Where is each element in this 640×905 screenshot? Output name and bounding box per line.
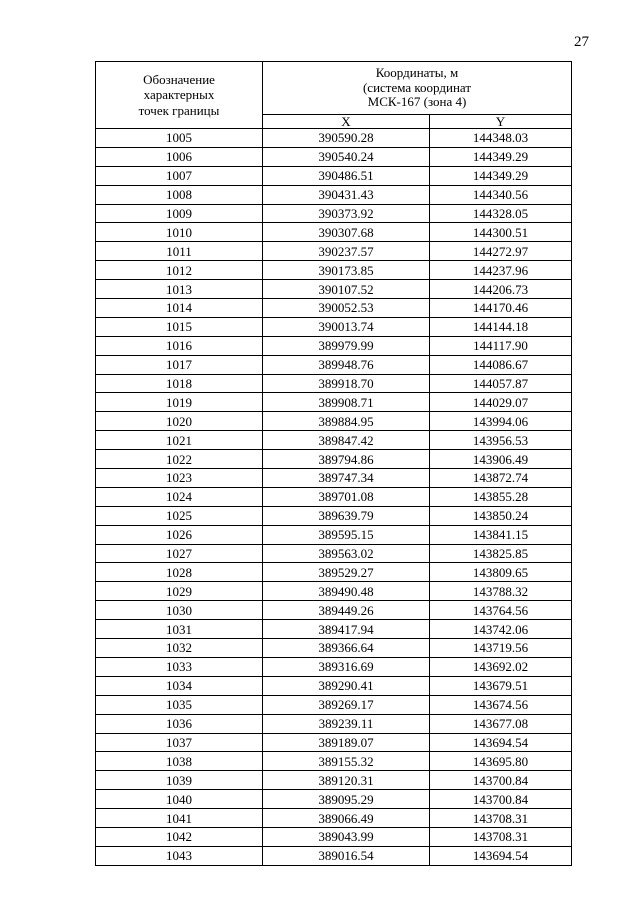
table-row [96, 563, 572, 582]
point-id-cell: 1034 [96, 676, 263, 695]
y-coordinate-cell: 143694.54 [430, 733, 572, 752]
point-id-cell: 1039 [96, 771, 263, 790]
point-id-cell: 1035 [96, 695, 263, 714]
x-coordinate-cell: 389918.70 [263, 374, 430, 393]
x-coordinate-cell: 390590.28 [263, 129, 430, 148]
table-row [96, 450, 572, 469]
x-coordinate-cell: 389043.99 [263, 827, 430, 846]
point-id-cell: 1037 [96, 733, 263, 752]
y-coordinate-cell: 143700.84 [430, 790, 572, 809]
table-row [96, 336, 572, 355]
point-id-cell: 1012 [96, 261, 263, 280]
y-coordinate-cell: 144057.87 [430, 374, 572, 393]
point-id-cell: 1014 [96, 299, 263, 318]
table-row [96, 790, 572, 809]
table-row [96, 582, 572, 601]
table-row [96, 223, 572, 242]
table-row [96, 752, 572, 771]
table-row [96, 412, 572, 431]
point-id-cell: 1011 [96, 242, 263, 261]
point-id-cell: 1031 [96, 620, 263, 639]
y-coordinate-cell: 143855.28 [430, 487, 572, 506]
y-coordinate-cell: 144237.96 [430, 261, 572, 280]
x-coordinate-cell: 389016.54 [263, 846, 430, 865]
point-id-cell: 1024 [96, 487, 263, 506]
y-coordinate-cell: 144029.07 [430, 393, 572, 412]
table-row [96, 166, 572, 185]
table-row [96, 431, 572, 450]
y-coordinate-cell: 144272.97 [430, 242, 572, 261]
table-row [96, 695, 572, 714]
point-id-cell: 1018 [96, 374, 263, 393]
point-id-cell: 1010 [96, 223, 263, 242]
table-row [96, 846, 572, 865]
table-row [96, 544, 572, 563]
header-line: Обозначение [143, 71, 215, 87]
table-row [96, 393, 572, 412]
y-coordinate-cell: 143674.56 [430, 695, 572, 714]
y-coordinate-cell: 143906.49 [430, 450, 572, 469]
y-coordinate-cell: 144328.05 [430, 204, 572, 223]
y-coordinate-cell: 144206.73 [430, 280, 572, 299]
x-coordinate-cell: 390540.24 [263, 147, 430, 166]
point-id-cell: 1033 [96, 657, 263, 676]
table-row [96, 620, 572, 639]
y-coordinate-cell: 143850.24 [430, 506, 572, 525]
point-id-cell: 1009 [96, 204, 263, 223]
x-coordinate-cell: 389417.94 [263, 620, 430, 639]
point-id-cell: 1026 [96, 525, 263, 544]
point-id-cell: 1029 [96, 582, 263, 601]
table-row [96, 827, 572, 846]
x-coordinate-cell: 390486.51 [263, 166, 430, 185]
table-row [96, 147, 572, 166]
table-row [96, 469, 572, 488]
x-coordinate-cell: 390107.52 [263, 280, 430, 299]
x-coordinate-cell: 389155.32 [263, 752, 430, 771]
x-coordinate-cell: 390052.53 [263, 299, 430, 318]
y-coordinate-cell: 143708.31 [430, 809, 572, 828]
header-line: точек границы [138, 102, 220, 118]
point-id-cell: 1042 [96, 827, 263, 846]
x-coordinate-cell: 389316.69 [263, 657, 430, 676]
point-id-cell: 1015 [96, 317, 263, 336]
y-coordinate-cell: 144340.56 [430, 185, 572, 204]
y-coordinate-cell: 143994.06 [430, 412, 572, 431]
table-row [96, 639, 572, 658]
x-coordinate-cell: 390237.57 [263, 242, 430, 261]
y-coordinate-cell: 143872.74 [430, 469, 572, 488]
y-coordinate-cell: 143677.08 [430, 714, 572, 733]
point-id-cell: 1017 [96, 355, 263, 374]
point-id-cell: 1036 [96, 714, 263, 733]
y-coordinate-cell: 143788.32 [430, 582, 572, 601]
x-coordinate-cell: 389490.48 [263, 582, 430, 601]
x-coordinate-cell: 389120.31 [263, 771, 430, 790]
point-id-cell: 1030 [96, 601, 263, 620]
y-coordinate-cell: 144300.51 [430, 223, 572, 242]
header-line: (система координат [362, 79, 472, 95]
y-coordinate-cell: 143708.31 [430, 827, 572, 846]
point-id-cell: 1022 [96, 450, 263, 469]
x-coordinate-cell: 389563.02 [263, 544, 430, 563]
coordinates-table [95, 61, 572, 866]
header-line: МСК-167 (зона 4) [367, 94, 467, 110]
x-coordinate-cell: 390013.74 [263, 317, 430, 336]
point-id-cell: 1040 [96, 790, 263, 809]
x-coordinate-cell: 389639.79 [263, 506, 430, 525]
point-id-cell: 1041 [96, 809, 263, 828]
x-coordinate-cell: 389066.49 [263, 809, 430, 828]
y-coordinate-cell: 143809.65 [430, 563, 572, 582]
x-coordinate-cell: 389884.95 [263, 412, 430, 431]
y-coordinate-cell: 144349.29 [430, 166, 572, 185]
point-id-cell: 1006 [96, 147, 263, 166]
y-coordinate-cell: 143956.53 [430, 431, 572, 450]
table-row [96, 129, 572, 148]
table-row [96, 185, 572, 204]
coordinates-header [263, 62, 572, 115]
x-coordinate-cell: 389269.17 [263, 695, 430, 714]
y-coordinate-cell: 143692.02 [430, 657, 572, 676]
table-row [96, 204, 572, 223]
table-row [96, 242, 572, 261]
x-coordinate-cell: 390431.43 [263, 185, 430, 204]
x-coordinate-cell: 389747.34 [263, 469, 430, 488]
point-id-cell: 1023 [96, 469, 263, 488]
x-coordinate-cell: 389595.15 [263, 525, 430, 544]
table-row [96, 676, 572, 695]
x-coordinate-cell: 389794.86 [263, 450, 430, 469]
x-coordinate-cell: 389948.76 [263, 355, 430, 374]
point-id-cell: 1019 [96, 393, 263, 412]
table-body [96, 129, 572, 866]
x-coordinate-cell: 389239.11 [263, 714, 430, 733]
point-id-cell: 1016 [96, 336, 263, 355]
x-coordinate-cell: 389095.29 [263, 790, 430, 809]
point-id-cell: 1043 [96, 846, 263, 865]
table-row [96, 374, 572, 393]
column-y-header: Y [430, 115, 572, 129]
point-id-cell: 1007 [96, 166, 263, 185]
page-number: 27 [574, 34, 589, 50]
point-id-cell: 1008 [96, 185, 263, 204]
y-coordinate-cell: 144348.03 [430, 129, 572, 148]
x-coordinate-cell: 389847.42 [263, 431, 430, 450]
table-row [96, 601, 572, 620]
table-row [96, 261, 572, 280]
point-id-cell: 1032 [96, 639, 263, 658]
point-designation-header [96, 62, 263, 129]
y-coordinate-cell: 143694.54 [430, 846, 572, 865]
y-coordinate-cell: 144086.67 [430, 355, 572, 374]
table-row [96, 771, 572, 790]
x-coordinate-cell: 389189.07 [263, 733, 430, 752]
y-coordinate-cell: 143679.51 [430, 676, 572, 695]
y-coordinate-cell: 144117.90 [430, 336, 572, 355]
y-coordinate-cell: 143742.06 [430, 620, 572, 639]
x-coordinate-cell: 389979.99 [263, 336, 430, 355]
x-coordinate-cell: 390307.68 [263, 223, 430, 242]
point-id-cell: 1020 [96, 412, 263, 431]
y-coordinate-cell: 144170.46 [430, 299, 572, 318]
table-row [96, 487, 572, 506]
x-coordinate-cell: 389290.41 [263, 676, 430, 695]
table-row [96, 733, 572, 752]
point-id-cell: 1038 [96, 752, 263, 771]
y-coordinate-cell: 143719.56 [430, 639, 572, 658]
x-coordinate-cell: 389449.26 [263, 601, 430, 620]
y-coordinate-cell: 143700.84 [430, 771, 572, 790]
table-row [96, 714, 572, 733]
x-coordinate-cell: 390173.85 [263, 261, 430, 280]
x-coordinate-cell: 390373.92 [263, 204, 430, 223]
x-coordinate-cell: 389701.08 [263, 487, 430, 506]
y-coordinate-cell: 143825.85 [430, 544, 572, 563]
table-row [96, 525, 572, 544]
table-row [96, 355, 572, 374]
table-row [96, 317, 572, 336]
header-line: характерных [143, 87, 215, 103]
table-row [96, 280, 572, 299]
point-id-cell: 1025 [96, 506, 263, 525]
y-coordinate-cell: 143764.56 [430, 601, 572, 620]
point-id-cell: 1028 [96, 563, 263, 582]
y-coordinate-cell: 144349.29 [430, 147, 572, 166]
point-id-cell: 1005 [96, 129, 263, 148]
point-id-cell: 1021 [96, 431, 263, 450]
y-coordinate-cell: 143841.15 [430, 525, 572, 544]
table-row [96, 506, 572, 525]
header-line: Координаты, м [375, 64, 459, 80]
table-row [96, 299, 572, 318]
point-id-cell: 1013 [96, 280, 263, 299]
x-coordinate-cell: 389908.71 [263, 393, 430, 412]
table-row [96, 657, 572, 676]
y-coordinate-cell: 144144.18 [430, 317, 572, 336]
point-id-cell: 1027 [96, 544, 263, 563]
x-coordinate-cell: 389366.64 [263, 639, 430, 658]
table-row [96, 809, 572, 828]
y-coordinate-cell: 143695.80 [430, 752, 572, 771]
x-coordinate-cell: 389529.27 [263, 563, 430, 582]
column-x-header: X [263, 115, 430, 129]
